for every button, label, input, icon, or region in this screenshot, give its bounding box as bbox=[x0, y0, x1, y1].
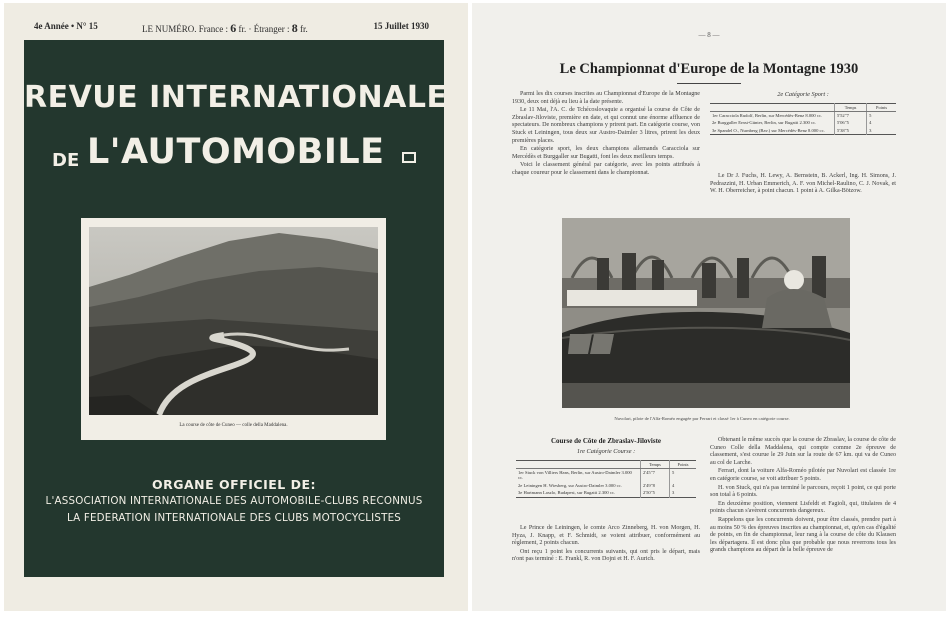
result-points: 5 bbox=[669, 469, 696, 482]
price-foreign: 8 bbox=[291, 21, 298, 35]
intro-paragraph-4: Voici le classement général par catégorie, avec les points attribués à chaque coureur pour le classement dans le championnat. bbox=[512, 162, 700, 176]
org-line-2: LA FEDERATION INTERNATIONALE DES CLUBS MOTOCYCLISTES bbox=[66, 512, 402, 524]
table-row bbox=[710, 112, 896, 120]
sport-category-heading: 2e Catégorie Sport : bbox=[777, 91, 829, 98]
cover-photo-caption: La course de côte de Cuneo — colle della Maddalena. bbox=[179, 423, 288, 428]
result-time: 2'50"5 bbox=[641, 489, 670, 497]
result-time: 5'38"5 bbox=[835, 127, 867, 135]
table-row bbox=[516, 482, 696, 489]
sport-after-text bbox=[710, 173, 896, 197]
table-row bbox=[710, 119, 896, 126]
table-row bbox=[516, 469, 696, 482]
col-header-points: Points bbox=[669, 461, 696, 469]
sport-after-paragraph: Le Dr J. Fuchs, H. Lewy, A. Bernstein, B. Ackerl, Ing. H. Simons, J. Pedrazzini, H. Urban Emmerich, A. F. von Michel-Raulino, C. J. Novak, et W. H. Oberreicher, à point chacun. 1 point à A. Gilka-Bötzow. bbox=[710, 173, 896, 195]
table-header-row bbox=[710, 104, 896, 112]
result-time: 5'06"5 bbox=[835, 119, 867, 126]
course-after-text bbox=[512, 525, 700, 565]
masthead-de: DE bbox=[52, 150, 80, 171]
result-time: 2'49"8 bbox=[641, 482, 670, 489]
result-points: 3 bbox=[669, 489, 696, 497]
magazine-cover bbox=[4, 3, 468, 611]
course-category-heading: 1re Catégorie Course : bbox=[576, 448, 636, 455]
article-page bbox=[472, 3, 946, 611]
right-paragraph-3: H. von Stuck, qui n'a pas terminé le parcours, reçoit 1 point, ce qui porte son total à 6 points. bbox=[710, 484, 896, 499]
result-name: 2e Burggaller Ernst-Günter, Berlin, sur Bugatti 2.300 cc. bbox=[712, 120, 817, 126]
course-after-paragraph-1: Le Prince de Leiningen, le comte Arco Zinneberg, H. von Morgen, H. Hyza, J. Knapp, et F. Schmidt, se voient attribuer, conformément au règlement, 2 points chacun. bbox=[512, 525, 700, 547]
result-name: 3e Spandel O., Nurnberg (Bav.) sur Mercédès-Benz 8.000 cc. bbox=[712, 127, 825, 133]
result-points: 5 bbox=[867, 112, 896, 120]
race-photo-caption: Nuvolari, pilote de l'Alfa-Roméo engagée par Ferrari et classé 1er à Cuneo en catégorie course. bbox=[614, 416, 790, 421]
right-paragraph-5: Rappelons que les concurrents doivent, pour être classés, prendre part à au moins 50 % des épreuves inscrites au championnat, et, qu'en cas d'égalité de points, en fin de championnat, leur rang à la course de côte du Klausen les départagera. Il est donc plus que probable que nous reverrons tous les grands champions au départ de la belle épreuve de bbox=[710, 516, 896, 554]
right-paragraph-2: Ferrari, dont la voiture Alfa-Roméo pilotée par Nuvolari est classée 1re en catégorie course, se voit attribuer 5 points. bbox=[710, 468, 896, 482]
table-row bbox=[516, 489, 696, 497]
result-name: 2e Leiningen H. Wiesberg, sur Austro-Daimler 3.000 cc. bbox=[518, 482, 622, 488]
result-points: 4 bbox=[669, 482, 696, 489]
price-line bbox=[142, 21, 308, 36]
result-name: 3e Hartmann Laszlo, Budapest, sur Bugatti 2.300 cc. bbox=[518, 490, 616, 496]
right-paragraph-1: Obtenant le même succès que la course de Zbraslav, la course de côte de Cuneo Colle della Maddalena, qui compte comme 2e épreuve de classement, s'est courue le 29 Juin sur la route de 67 km. qui va de Cuneo au col de Larche. bbox=[710, 437, 896, 466]
result-name: 1er Caracciola Rudolf, Berlin, sur Mercédès-Benz 8.000 cc. bbox=[712, 113, 823, 118]
col-header-time: Temps bbox=[641, 461, 670, 469]
article-title: Le Championnat d'Europe de la Montagne 1930 bbox=[559, 61, 859, 77]
price-prefix: LE NUMÉRO. France : bbox=[142, 24, 228, 34]
issue-date: 15 Juillet 1930 bbox=[373, 21, 429, 31]
right-paragraph-4: En deuxième position, viennent Lisfeldt et Fagioli, qui, titulaires de 4 points chacun s'avèrent concurrents dangereux. bbox=[710, 500, 896, 515]
table-header-row bbox=[516, 461, 696, 469]
cover-photo-frame bbox=[81, 218, 386, 440]
mountain-road-photo bbox=[89, 227, 378, 415]
intro-paragraph-2: Le 11 Mai, l'A. C. de Tchécoslovaquie a organisé la course de Côte de Zbraslav-Jiloviste, première en date, et qui connut une énorme affluence de spectateurs. De nombreux champions y prirent part. En catégorie course, von Stuck et Leiningen, tous deux sur Austro-Daimler 3 litres, prirent les deux premières places. bbox=[512, 107, 700, 144]
section-heading: Course de Côte de Zbraslav-Jiloviste bbox=[550, 437, 662, 445]
masthead-line1: REVUE INTERNATIONALE bbox=[24, 80, 448, 115]
course-results-table bbox=[516, 460, 696, 498]
right-column-text bbox=[710, 437, 896, 556]
masthead-block-mark bbox=[402, 152, 416, 163]
col-header-time: Temps bbox=[835, 104, 867, 112]
intro-text bbox=[512, 91, 700, 179]
table-row bbox=[710, 127, 896, 135]
masthead-line2 bbox=[24, 132, 444, 176]
intro-paragraph-3: En catégorie sport, les deux champions allemands Caracciola sur Mercédès et Burggaller sur Bugatti, font les deux meilleurs temps. bbox=[512, 146, 700, 160]
page-number: — 8 — bbox=[698, 31, 720, 39]
title-rule bbox=[677, 83, 741, 84]
price-suffix: fr. bbox=[299, 24, 308, 34]
course-after-paragraph-2: Ont reçu 1 point les concurrents suivants, qui ont pris le départ, mais n'ont pas terminé : E. Frankl, R. von Dojni et H. F. Aurich. bbox=[512, 548, 700, 563]
sport-results-table bbox=[710, 103, 896, 135]
col-header-points: Points bbox=[867, 104, 896, 112]
organe-title: ORGANE OFFICIEL DE: bbox=[152, 477, 316, 492]
result-time: 2'45"7 bbox=[641, 469, 670, 482]
col-header-name bbox=[710, 104, 835, 112]
race-car-photo bbox=[562, 218, 850, 408]
result-points: 3 bbox=[867, 127, 896, 135]
org-line-1: L'ASSOCIATION INTERNATIONALE DES AUTOMOBILE-CLUBS RECONNUS bbox=[45, 495, 423, 507]
price-mid: fr. · Étranger : bbox=[238, 24, 290, 34]
result-name: 1er Stuck von Villiers Hans, Berlin, sur Austro-Daimler 3.000 cc. bbox=[518, 470, 632, 481]
intro-paragraph-1: Parmi les dix courses inscrites au Championnat d'Europe de la Montagne 1930, deux ont déjà eu lieu à la date présente. bbox=[512, 91, 700, 105]
issue-number: 4e Année • N° 15 bbox=[34, 21, 98, 31]
price-france: 6 bbox=[230, 21, 237, 35]
cover-panel bbox=[24, 40, 448, 577]
cover-header bbox=[34, 21, 429, 35]
masthead-automobile: L'AUTOMOBILE bbox=[87, 132, 385, 172]
result-time: 5'52"7 bbox=[835, 112, 867, 120]
result-points: 4 bbox=[867, 119, 896, 126]
col-header-name bbox=[516, 461, 641, 469]
